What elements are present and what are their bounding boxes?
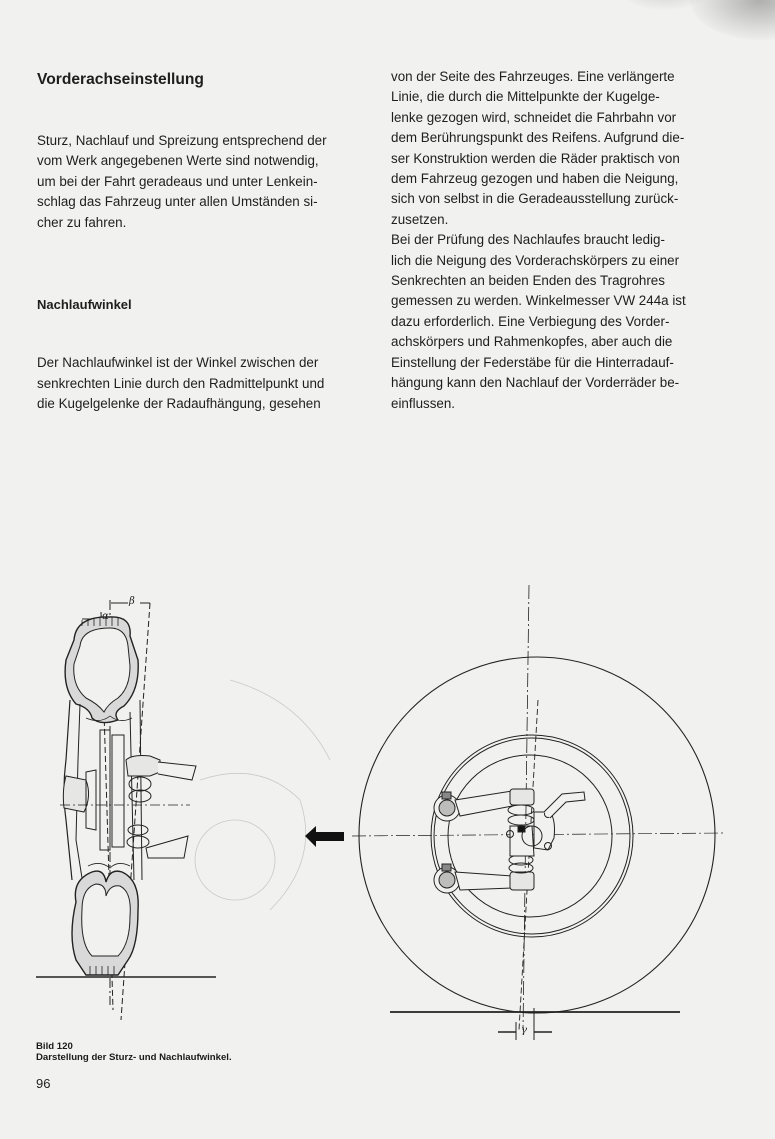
text-line: lich die Neigung des Vorderachskörpers zu einer bbox=[391, 252, 680, 268]
text-line: einflussen. bbox=[391, 395, 456, 411]
left-column bbox=[37, 70, 359, 415]
caption-text: Darstellung der Sturz- und Nachlaufwinkel. bbox=[36, 1052, 232, 1063]
text-line: vom Werk angegebenen Werte sind notwendig, bbox=[37, 153, 319, 169]
wheel-front-view bbox=[36, 600, 216, 1020]
text-line: zusetzen. bbox=[391, 211, 449, 227]
text-line: senkrechten Linie durch den Radmittelpunkt und bbox=[37, 375, 325, 391]
text-line: Bei der Prüfung des Nachlaufes braucht ledig- bbox=[391, 232, 665, 248]
bleed-through bbox=[195, 680, 330, 910]
section-paragraph bbox=[37, 353, 359, 414]
text-line: von der Seite des Fahrzeuges. Eine verlängerte bbox=[391, 69, 675, 84]
wheel-side-view bbox=[352, 585, 725, 1040]
text-line: dem Berührungspunkt des Reifens. Aufgrund die- bbox=[391, 130, 685, 146]
section-heading: Nachlaufwinkel bbox=[37, 297, 132, 313]
text-line: sich von selbst in die Geradeausstellung zurück- bbox=[391, 191, 679, 207]
right-column bbox=[391, 67, 754, 414]
text-line: die Kugelgelenke der Radaufhängung, gesehen bbox=[37, 396, 321, 412]
paragraph-inspection bbox=[391, 230, 754, 414]
label-alpha: α bbox=[102, 611, 109, 622]
text-line: schlag das Fahrzeug unter allen Umständen si- bbox=[37, 194, 318, 210]
page-number: 96 bbox=[36, 1076, 51, 1091]
text-line: dazu erforderlich. Eine Verbiegung des Vorder- bbox=[391, 313, 670, 329]
label-beta: β bbox=[129, 596, 135, 607]
text-line: achskörpers und Rahmenkopfes, aber auch die bbox=[391, 334, 673, 350]
caption-title: Bild 120 bbox=[36, 1041, 73, 1052]
technical-drawing bbox=[0, 560, 775, 1040]
text-line: Linie, die durch die Mittelpunkte der Kugelge- bbox=[391, 89, 660, 105]
page-title: Vorderachseinstellung bbox=[37, 71, 204, 88]
intro-paragraph bbox=[37, 131, 359, 233]
text-line: gemessen zu werden. Winkelmesser VW 244a ist bbox=[391, 293, 686, 309]
scan-shadow bbox=[690, 0, 775, 40]
text-line: Sturz, Nachlauf und Spreizung entsprechend der bbox=[37, 133, 327, 148]
text-line: um bei der Fahrt geradeaus und unter Lenkein- bbox=[37, 173, 318, 189]
text-line: lenke gezogen wird, schneidet die Fahrbahn vor bbox=[391, 109, 677, 125]
label-gamma: γ bbox=[521, 1025, 527, 1036]
text-line: ser Konstruktion werden die Räder praktisch von bbox=[391, 150, 680, 166]
figure-camber-caster bbox=[0, 560, 775, 1040]
figure-caption bbox=[36, 1041, 232, 1063]
direction-arrow-left-icon bbox=[305, 826, 344, 847]
text-line: Der Nachlaufwinkel ist der Winkel zwischen der bbox=[37, 355, 319, 371]
text-line: dem Fahrzeug gezogen und haben die Neigung, bbox=[391, 171, 679, 187]
text-line: Einstellung der Federstäbe für die Hinterradauf- bbox=[391, 354, 674, 370]
text-line: hängung kann den Nachlauf der Vorderräder be- bbox=[391, 375, 680, 391]
text-line: cher zu fahren. bbox=[37, 214, 127, 230]
text-line: Senkrechten an beiden Enden des Tragrohres bbox=[391, 273, 665, 289]
paragraph-continued bbox=[391, 67, 754, 230]
